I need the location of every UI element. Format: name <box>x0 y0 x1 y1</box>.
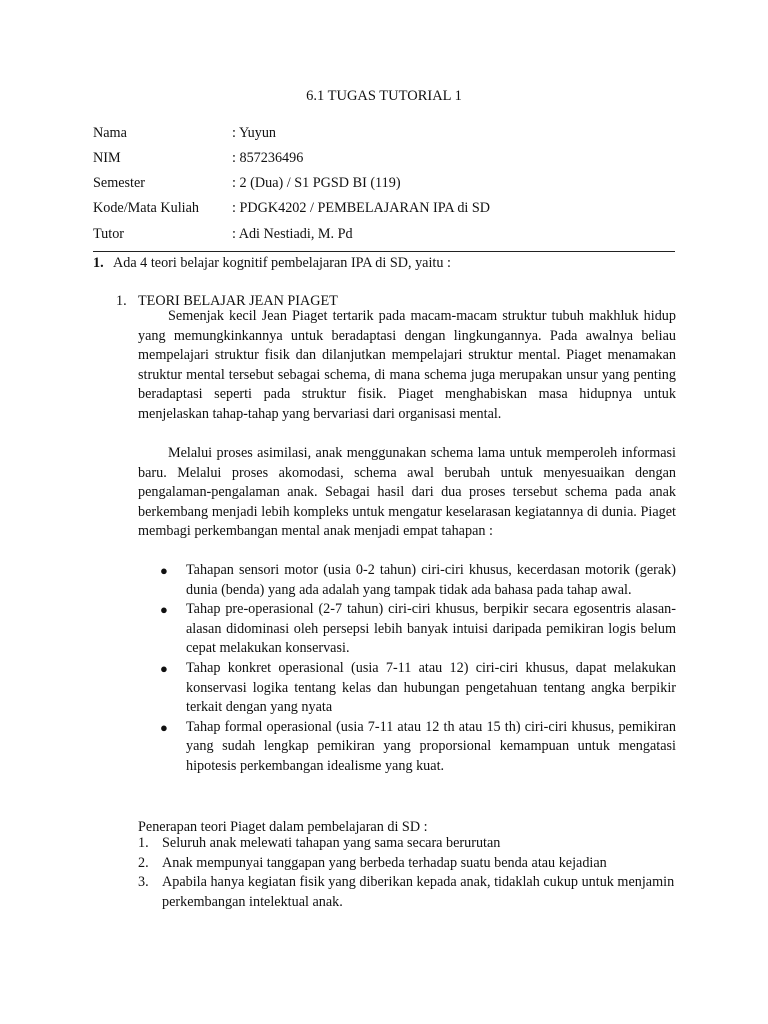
info-value: : 2 (Dua) / S1 PGSD BI (119) <box>232 175 401 191</box>
info-row-nim <box>93 148 303 168</box>
item-number: 1. <box>138 835 149 851</box>
application-list <box>138 834 676 912</box>
stage-text: Tahap formal operasional (usia 7-11 atau 12 th atau 15 th) ciri-ciri khusus, pemikiran yang sudah lengkap pemikiran yang proporsional kemampuan untuk mengatasi hipotesis perkembangan idealisme yang kuat. <box>186 718 676 774</box>
application-heading: Penerapan teori Piaget dalam pembelajaran di SD : <box>138 819 428 835</box>
stage-text: Tahap pre-operasional (2-7 tahun) ciri-ciri khusus, berpikir secara egosentris alasan-alasan didominasi oleh persepsi lebih banyak intuisi daripada pemikiran logis belum cepat melakukan konservasi. <box>186 601 676 657</box>
paragraph-1: Semenjak kecil Jean Piaget tertarik pada macam-macam struktur tubuh makhluk hidup yang memungkinkannya untuk beradaptasi dengan lingkungannya. Pada awalnya beliau mempelajari struktur fisik dan dilanjutkan mempelajari struktur mental. Piaget menamakan struktur mental tersebut sebagai schema, di mana schema juga merupakan unsur yang penting beradaptasi seperti pada struktur fisik. Piaget menghabiskan masa hidupnya untuk menjelaskan tahap-tahap yang bervariasi dari organisasi mental. <box>138 308 676 422</box>
bullet-icon: ● <box>160 660 168 676</box>
info-label: Kode/Mata Kuliah <box>93 200 199 216</box>
question-1 <box>93 253 451 273</box>
info-value: : 857236496 <box>232 150 304 166</box>
document-title: 6.1 TUGAS TUTORIAL 1 <box>306 88 462 104</box>
info-value: : Yuyun <box>232 125 277 141</box>
stage-text: Tahapan sensori motor (usia 0-2 tahun) ciri-ciri khusus, kecerdasan motorik (gerak) dunia (benda) yang ada adalah yang tampak tidak ada bahasa pada tahap awal. <box>186 562 676 598</box>
info-row-semester <box>93 173 401 193</box>
info-row-kode-mata-kuliah <box>93 198 490 218</box>
info-label: Nama <box>93 125 127 141</box>
list-item <box>138 718 676 777</box>
section-number: 1. <box>116 293 127 309</box>
info-value: : PDGK4202 / PEMBELAJARAN IPA di SD <box>232 200 491 216</box>
question-number: 1. <box>93 255 104 271</box>
item-text: Apabila hanya kegiatan fisik yang diberikan kepada anak, tidaklah cukup untuk menjamin perkembangan intelektual anak. <box>162 874 675 910</box>
list-item <box>138 561 676 600</box>
item-text: Anak mempunyai tanggapan yang berbeda terhadap suatu benda atau kejadian <box>162 854 607 871</box>
bullet-icon: ● <box>160 563 168 578</box>
info-label: NIM <box>93 150 121 166</box>
question-text: Ada 4 teori belajar kognitif pembelajaran IPA di SD, yaitu : <box>113 255 451 271</box>
bullet-icon: ● <box>160 602 168 618</box>
list-item <box>138 600 676 659</box>
item-text: Seluruh anak melewati tahapan yang sama secara berurutan <box>162 835 501 851</box>
list-item <box>138 834 676 854</box>
section-title: TEORI BELAJAR JEAN PIAGET <box>138 293 338 309</box>
header-divider <box>93 251 675 252</box>
info-row-nama <box>93 123 276 143</box>
info-row-tutor <box>93 224 353 244</box>
list-item <box>138 873 676 912</box>
stages-list <box>138 561 676 777</box>
list-item <box>138 659 676 718</box>
item-number: 3. <box>138 874 149 891</box>
stage-text: Tahap konkret operasional (usia 7-11 atau 12) ciri-ciri khusus, dapat melakukan konservasi logika tentang kelas dan hubungan pengetahuan tentang angka berpikir terkait dengan yang nyata <box>186 659 676 716</box>
list-item <box>138 854 676 874</box>
paragraph-2: Melalui proses asimilasi, anak menggunakan schema lama untuk memperoleh informasi baru. Melalui proses akomodasi, schema awal berubah untuk menyesuaikan dengan pengalaman-pengalaman anak. Sebagai hasil dari dua proses tersebut schema pada anak berkembang menjadi lebih kompleks untuk mengatur keselarasan kegiatannya di dunia. Piaget membagi perkembangan mental anak menjadi empat tahapan : <box>138 445 676 540</box>
bullet-icon: ● <box>160 719 168 735</box>
info-value: : Adi Nestiadi, M. Pd <box>232 226 353 242</box>
info-label: Semester <box>93 175 146 191</box>
item-number: 2. <box>138 854 149 871</box>
info-label: Tutor <box>93 226 125 242</box>
